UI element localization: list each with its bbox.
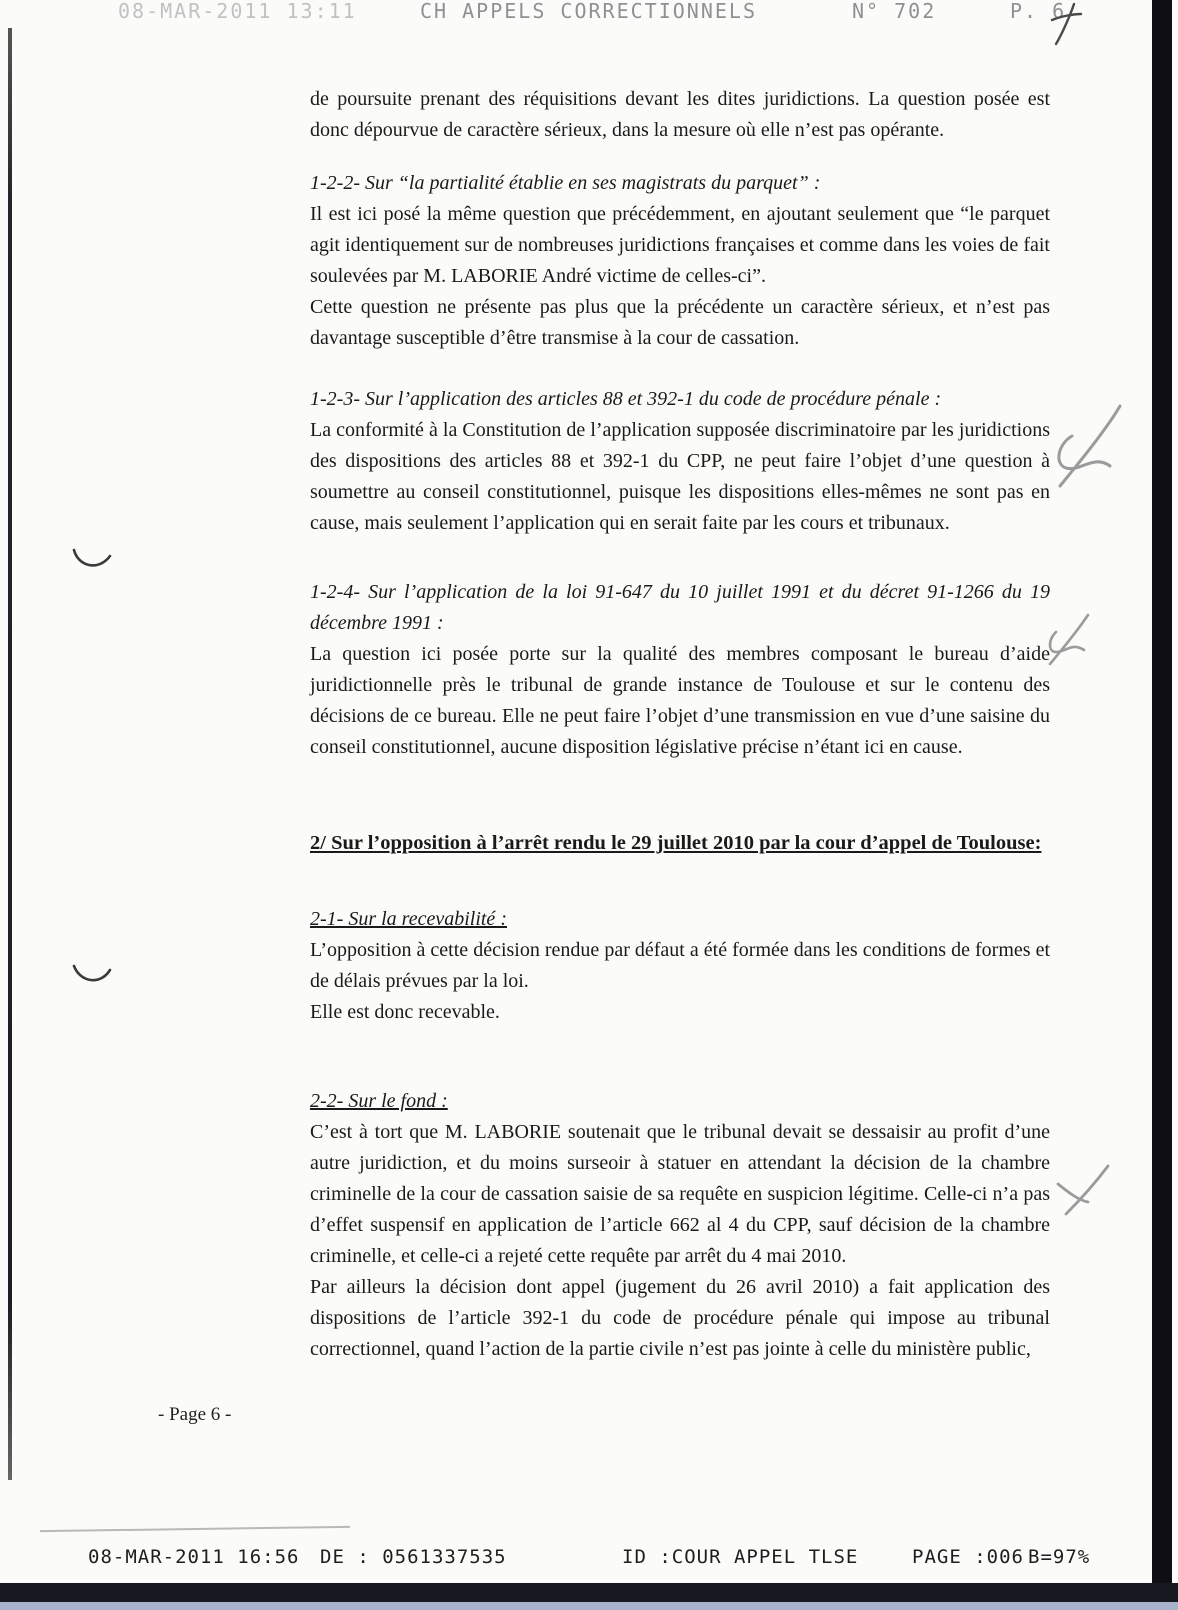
pencil-check-icon bbox=[1054, 1158, 1112, 1218]
section-1-2-3-para-1: La conformité à la Constitution de l’application supposée discriminatoire par les juridictions des dispositions des articles 88 et 392-1 du CPP, ne peut faire l’objet d’une question à soumettre au conseil constitutionnel, puisque les dispositions elles-mêmes ne sont pas en cause, mais seulement l’application qui en serait faite par les cours et tribunaux. bbox=[310, 419, 1050, 534]
heading-2-2: 2-2- Sur le fond : bbox=[310, 1090, 448, 1112]
scan-edge-bar-right bbox=[1152, 0, 1172, 1584]
handwritten-arc-icon bbox=[70, 958, 114, 992]
pencil-check-icon bbox=[1044, 612, 1092, 666]
section-2-1-para-1: L’opposition à cette décision rendue par défaut a été formée dans les conditions de formes et de délais prévues par la loi. bbox=[310, 939, 1050, 992]
section-2-1-para-2: Elle est donc recevable. bbox=[310, 1001, 500, 1023]
scan-edge-bar-bottom bbox=[0, 1583, 1178, 1602]
heading-1-2-3: 1-2-3- Sur l’application des articles 88 et 392-1 du code de procédure pénale : bbox=[310, 388, 942, 410]
fax-header-datetime: 08-MAR-2011 13:11 bbox=[118, 0, 357, 23]
document-body bbox=[310, 0, 1050, 1365]
pencil-check-icon bbox=[1050, 402, 1128, 490]
page-number: - Page 6 - bbox=[158, 1404, 232, 1425]
section-1-2-2-para-2: Cette question ne présente pas plus que la précédente un caractère sérieux, et n’est pas davantage susceptible d’être transmise à la cour de cassation. bbox=[310, 296, 1050, 349]
section-2-2-para-2: Par ailleurs la décision dont appel (jugement du 26 avril 2010) a fait application des dispositions de l’article 392-1 du code de procédure pénale qui impose au tribunal correctionnel, quand l’action de la partie civile n’est pas jointe à celle du ministère public, bbox=[310, 1276, 1050, 1360]
handwritten-arc-icon bbox=[70, 544, 114, 578]
fax-footer-datetime: 08-MAR-2011 16:56 bbox=[88, 1546, 300, 1568]
heading-2-1: 2-1- Sur la recevabilité : bbox=[310, 908, 507, 930]
fax-footer-quality: B=97% bbox=[1028, 1546, 1091, 1568]
scan-artifact-line bbox=[40, 1526, 350, 1532]
heading-1-2-4: 1-2-4- Sur l’application de la loi 91-647 du 10 juillet 1991 et du décret 91-1266 du 19 décembre 1991 : bbox=[310, 581, 1050, 634]
fax-footer bbox=[0, 1546, 1178, 1576]
fax-footer-page: PAGE :006 bbox=[912, 1546, 1024, 1568]
heading-2: 2/ Sur l’opposition à l’arrêt rendu le 29 juillet 2010 par la cour d’appel de Toulouse: bbox=[310, 832, 1042, 854]
fax-header-page-short: P. 6 bbox=[1010, 0, 1067, 23]
section-1-2-4-para-1: La question ici posée porte sur la qualité des membres composant le bureau d’aide juridictionnelle près le tribunal de grande instance de Toulouse et sur le contenu des décisions de ce bureau. Elle ne peut faire l’objet d’une transmission en vue d’une saisine du conseil constitutionnel, aucune disposition législative précise n’étant ici en cause. bbox=[310, 643, 1050, 758]
fax-header-doc-number: N° 702 bbox=[852, 0, 937, 23]
scan-background-strip bbox=[0, 1602, 1178, 1610]
handwritten-cross-icon bbox=[1048, 2, 1084, 46]
section-2-2-para-1: C’est à tort que M. LABORIE soutenait que le tribunal devait se dessaisir au profit d’une autre juridiction, et du moins surseoir à statuer en attendant la décision de la chambre criminelle de la cour de cassation saisie de sa requête en suspicion légitime. Celle-ci n’a pas d’effet suspensif en application de l’article 662 al 4 du CPP, sauf décision de la chambre criminelle, et celle-ci a rejeté cette requête par arrêt du 4 mai 2010. bbox=[310, 1121, 1050, 1267]
fax-footer-id: ID :COUR APPEL TLSE bbox=[622, 1546, 859, 1568]
intro-paragraph: de poursuite prenant des réquisitions devant les dites juridictions. La question posée est donc dépourvue de caractère sérieux, dans la mesure où elle n’est pas opérante. bbox=[310, 88, 1050, 141]
section-1-2-2-para-1: Il est ici posé la même question que précédemment, en ajoutant seulement que “le parquet agit identiquement sur de nombreuses juridictions françaises et comme dans les voies de fait soulevées par M. LABORIE André victime de celles-ci”. bbox=[310, 203, 1050, 287]
fax-footer-sender: DE : 0561337535 bbox=[320, 1546, 507, 1568]
heading-1-2-2: 1-2-2- Sur “la partialité établie en ses magistrats du parquet” : bbox=[310, 172, 821, 194]
scan-edge-line-left bbox=[8, 28, 12, 1480]
fax-header-title: CH APPELS CORRECTIONNELS bbox=[420, 0, 757, 23]
